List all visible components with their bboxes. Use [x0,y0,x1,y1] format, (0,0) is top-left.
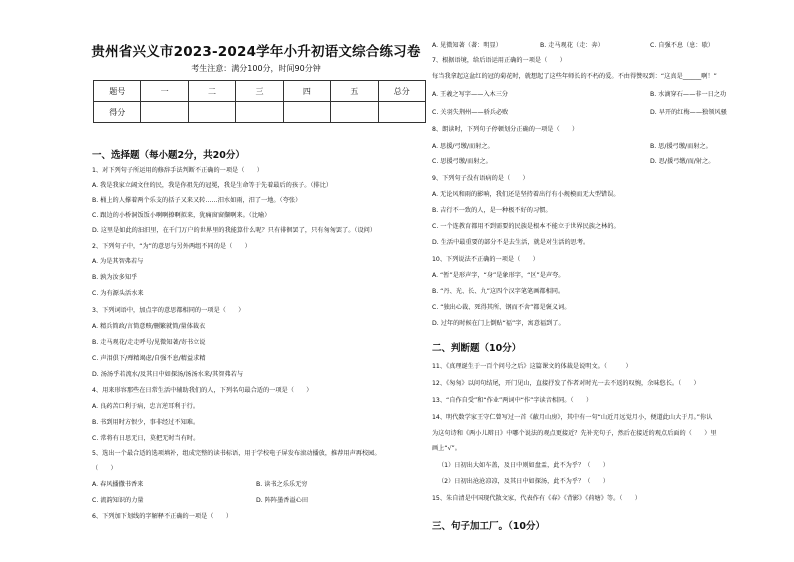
option-line: B. 桶上的人撑着两个乐支的括子又来又转……汨水如雨，汨了一地。（夸张） [92,197,302,204]
option-line: A. 良药苦口利于病，忠言逆耳利于行。 [92,403,200,410]
question-line: 画上“√”。 [432,445,461,452]
score-cell [283,102,330,123]
question-line: （ ） [92,465,117,472]
score-header-cell: 二 [188,81,235,102]
question-line: 14、明代数学家王守仁曾写过一首《蔽月山房》，其中有一句“山近月远觉月小，便道此山大于月。”你认 [432,414,713,421]
option-line: B. 思/援弓缴/而射之。 [650,143,712,150]
option-line: B. 水滴穿石——非一日之功 [650,91,727,98]
question-line: 3、下列词语中，加点字的意思都相同的一项是（ ） [92,307,245,314]
score-table [93,80,426,123]
exam-title: 贵州省兴义市2023-2024学年小升初语文综合练习卷 [91,44,421,60]
question-line: 13、“自作自受”和“作业”两词中“作”字读音相同。（ ） [432,397,593,404]
option-line: C. 为有源头活水来 [92,290,144,297]
score-table-header-row [94,81,426,102]
option-line: C. “独出心裁、死得其所、钢而不舍”都是褒义词。 [432,304,571,311]
question-line: 10、下列说法不正确的一项是（ ） [432,256,539,263]
option-line: C. 自强不息（息：歇） [650,42,714,49]
right-column [430,0,770,562]
option-line: C. 常将有日思无日，莫把无时当有时。 [92,435,200,442]
score-cell [236,102,283,123]
question-line: 每当我拿起这盆红的冠的菊花时，就想起了这些年师长的不朽的爱。不由得赞叹到：“这真是______啊！” [432,73,717,80]
option-line: B. 读书之乐乐无穷 [256,481,308,488]
option-line: C. 关羽失荆州——骄兵必败 [432,109,509,116]
left-column [86,0,426,562]
question-line: 5、选出一个最合适的选项填补，组成完整的读书标语，用于学校电子屏发布滚动播放，推荐用声再校园。 [92,450,381,457]
question-line: 2、下列句子中，“为”的意思与另外两组不同的是（ ） [92,243,251,250]
score-header-cell: 一 [141,81,188,102]
score-table-score-row [94,102,426,123]
score-header-cell: 五 [331,81,378,102]
option-line: D. 生活中最重要的部分不是去生活，就是对生活的思考。 [432,239,590,246]
score-cell [378,102,425,123]
question-line: 11、《真理诞生于一百个问号之后》这篇课文的体裁是说明文。（ ） [432,363,632,370]
option-line: B. 书到用时方恨少，事非经过不知难。 [92,419,200,426]
option-line: A. “暂”是形声字，“身”是象形字，“区”是声夸。 [432,272,565,279]
exam-notice: 考生注意：满分100分，时间90分钟 [191,64,321,73]
option-line: B. 吉行不一致的人，是一种极不好的习惯。 [432,207,552,214]
option-line: D. 早开的红梅——独领风骚 [650,109,727,116]
score-cell [141,102,188,123]
question-line: 12、《匆匆》以问句结尾，开门见山，直接抒发了作者对时光一去不返的叹惋，余味悠长。（ ） [432,380,700,387]
option-line: C. 流韵知识的力量 [92,497,144,504]
option-line: A. 见微知著（著：明显） [432,42,502,49]
section-heading-choice: 一、选择题（每小题2分，共20分） [92,150,245,161]
question-line: 15、朱自清是中国现代散文家，代表作有《春》《背影》《荷塘》等。（ ） [432,495,641,502]
option-line: A. 精兵简政/言简意赅/删繁就简/量体裁衣 [92,323,206,330]
option-line: D. 这里是如此的汩汨里，在千门万户的世界里的我能算什么呢？只有徘徊罢了，只有匆匆罢了。（设问） [92,227,377,234]
score-header-cell: 题号 [94,81,141,102]
option-line: C. 一个连教育都用不到需要的民族是根本不能立于世界民族之林的。 [432,223,620,230]
option-line: A. 春风播撒书香来 [92,481,144,488]
option-line: D. 思/援弓缴/而/射之。 [650,158,715,165]
option-line: B. “丹、光、长、九”这四个汉字笔笔画都相同。 [432,288,565,295]
option-line: B. 孰为汝多知乎 [92,274,138,281]
option-line: C. 思援弓缴/而射之。 [432,158,492,165]
question-line: 6、下列加下划线的字解释不正确的一项是（ ） [92,513,233,520]
score-header-cell: 总分 [378,81,425,102]
question-line: 9、下列句子没有语病的是（ ） [432,175,529,182]
question-line: 7、根据语境，给后语运用正确的一项是（ ） [432,57,566,64]
option-line: D. 阵阵墨香溢心田 [256,497,309,504]
score-cell [331,102,378,123]
option-line: （2）日初出沧沧凉凉，及其日中如探汤，此不为乎？（ ） [438,478,609,485]
option-line: B. 走马观花/走走呼号/见微知著/寄书立说 [92,339,206,346]
option-line: B. 走马观花（走：奔） [540,42,604,49]
option-line: A. 为是其智弗若与 [92,258,144,265]
question-line: 为这句诗和《两小儿辩日》中哪个说法的观点更接近？先补充句子，然后在接近的观点后面的（ ）里 [432,430,717,437]
section-heading-sentences: 三、句子加工厂。（10分） [432,521,545,532]
section-heading-judgment: 二、判断题（10分） [432,343,522,354]
option-line: D. 过年的时候在门上倒贴“福”字，寓意福到了。 [432,320,565,327]
question-line: 8、朗读时，下列句子停顿划分正确的一项是（ ） [432,126,579,133]
option-line: A. 王羲之写字——入木三分 [432,91,509,98]
score-header-cell: 四 [283,81,330,102]
option-line: A. 思援/弓缴/而射之。 [432,143,494,150]
score-row-label: 得分 [94,102,141,123]
option-line: D. 汤汤乎若流水/及其日中如探汤/汤汤水来/其智弗若与 [92,371,244,378]
option-line: A. 无论风和雨的影响，我们还是坚持着出行有小规模而无大型错误。 [432,191,620,198]
option-line: A. 我是我家立阔文住的民，我是你祖先的冠冕，我是生命等于先着最后的孩子。（排比） [92,182,333,189]
option-line: （1）日初出大如车盖，及日中则如盘盂，此不为乎？（ ） [438,462,609,469]
question-line: 4、用来形容那些在日常生活中辅助我们的人，下列名句最合适的一项是（ ） [92,387,313,394]
question-line: 1、对下列句子所运用的修辞手法判断不正确的一项是（ ） [92,167,263,174]
option-line: C. 跟边的小桥洞饭饭小啊啊撩啊拟来，犹痛窗窗撷啊来。（比喻） [92,212,271,219]
option-line: C. 声泪俱下/殚精竭虑/自强不息/精益求精 [92,355,206,362]
score-cell [188,102,235,123]
score-header-cell: 三 [236,81,283,102]
